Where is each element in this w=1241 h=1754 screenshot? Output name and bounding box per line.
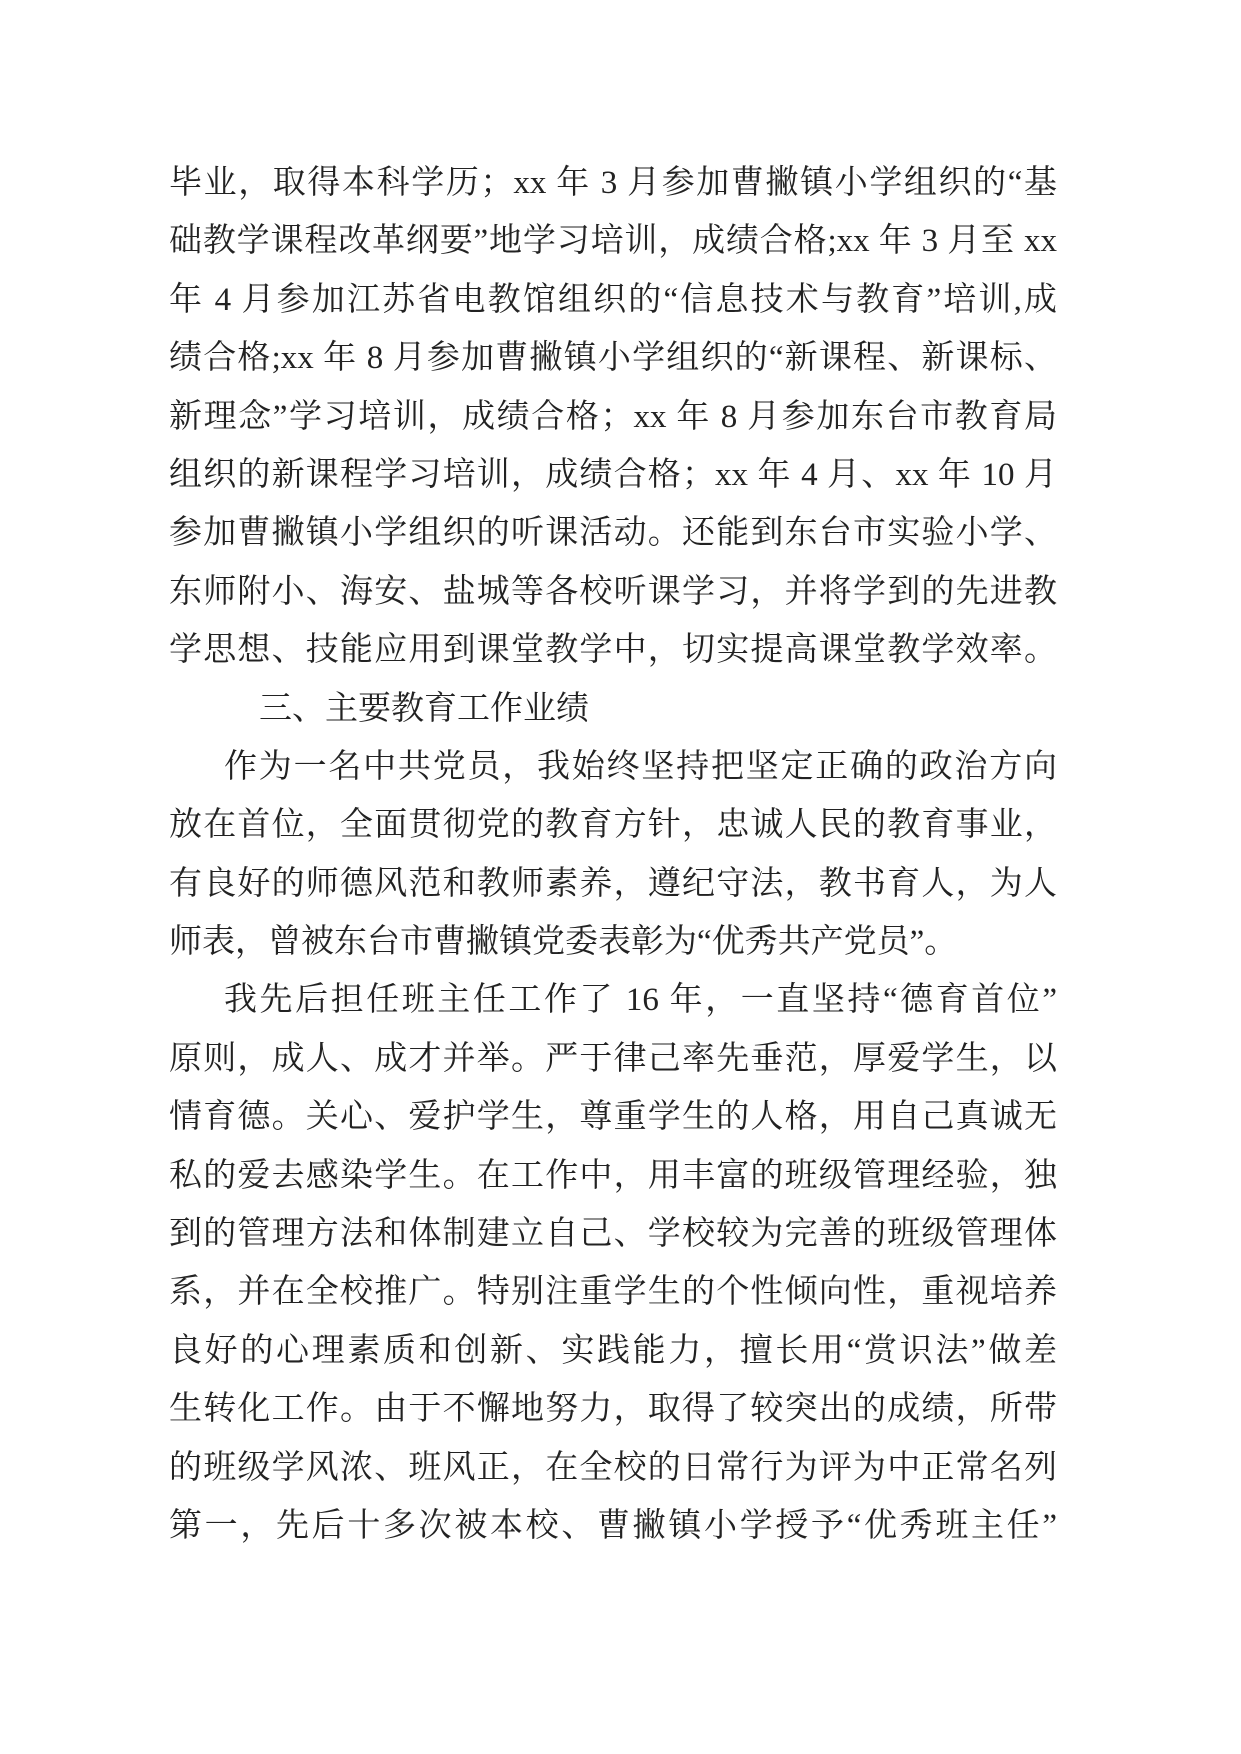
text-line: 到的管理方法和体制建立自己、学校较为完善的班级管理体: [169, 1216, 1057, 1253]
text-line: 放在首位，全面贯彻党的教育方针，忠诚人民的教育事业，: [169, 807, 1057, 844]
text-line: 参加曹撇镇小学组织的听课活动。还能到东台市实验小学、: [169, 515, 1057, 552]
text-line: 础教学课程改革纲要”地学习培训，成绩合格;xx 年 3 月至 xx: [169, 223, 1057, 260]
text-line: 我先后担任班主任工作了 16 年，一直坚持“德育首位”: [224, 982, 1057, 1019]
text-line: 生转化工作。由于不懈地努力，取得了较突出的成绩，所带: [169, 1391, 1057, 1428]
text-line: 第一，先后十多次被本校、曹撇镇小学授予“优秀班主任”: [169, 1507, 1057, 1544]
text-line: 原则，成人、成才并举。严于律己率先垂范，厚爱学生，以: [169, 1040, 1057, 1077]
text-line: 东师附小、海安、盐城等各校听课学习，并将学到的先进教: [169, 573, 1057, 610]
text-line: 的班级学风浓、班风正，在全校的日常行为评为中正常名列: [169, 1449, 1057, 1486]
text-line: 私的爱去感染学生。在工作中，用丰富的班级管理经验，独: [169, 1157, 1057, 1194]
text-line: 绩合格;xx 年 8 月参加曹撇镇小学组织的“新课程、新课标、: [169, 340, 1057, 377]
text-line: 年 4 月参加江苏省电教馆组织的“信息技术与教育”培训,成: [169, 281, 1057, 318]
text-line: 毕业，取得本科学历；xx 年 3 月参加曹撇镇小学组织的“基: [169, 165, 1057, 201]
section-heading: 三、主要教育工作业绩: [259, 690, 589, 727]
document-body: [169, 154, 1057, 1555]
text-line: 组织的新课程学习培训，成绩合格；xx 年 4 月、xx 年 10 月: [169, 456, 1057, 493]
text-line: 学思想、技能应用到课堂教学中，切实提高课堂教学效率。: [169, 632, 1057, 669]
text-line: 有良好的师德风范和教师素养，遵纪守法，教书育人，为人: [169, 865, 1057, 902]
text-line: 新理念”学习培训，成绩合格；xx 年 8 月参加东台市教育局: [169, 398, 1057, 435]
text-line: 师表，曾被东台市曹撇镇党委表彰为“优秀共产党员”。: [169, 924, 958, 961]
text-line: 良好的心理素质和创新、实践能力，擅长用“赏识法”做差: [169, 1332, 1057, 1369]
text-line: 系，并在全校推广。特别注重学生的个性倾向性，重视培养: [169, 1274, 1057, 1311]
text-line: 情育德。关心、爱护学生，尊重学生的人格，用自己真诚无: [169, 1099, 1057, 1136]
text-line: 作为一名中共党员，我始终坚持把坚定正确的政治方向: [224, 748, 1057, 785]
